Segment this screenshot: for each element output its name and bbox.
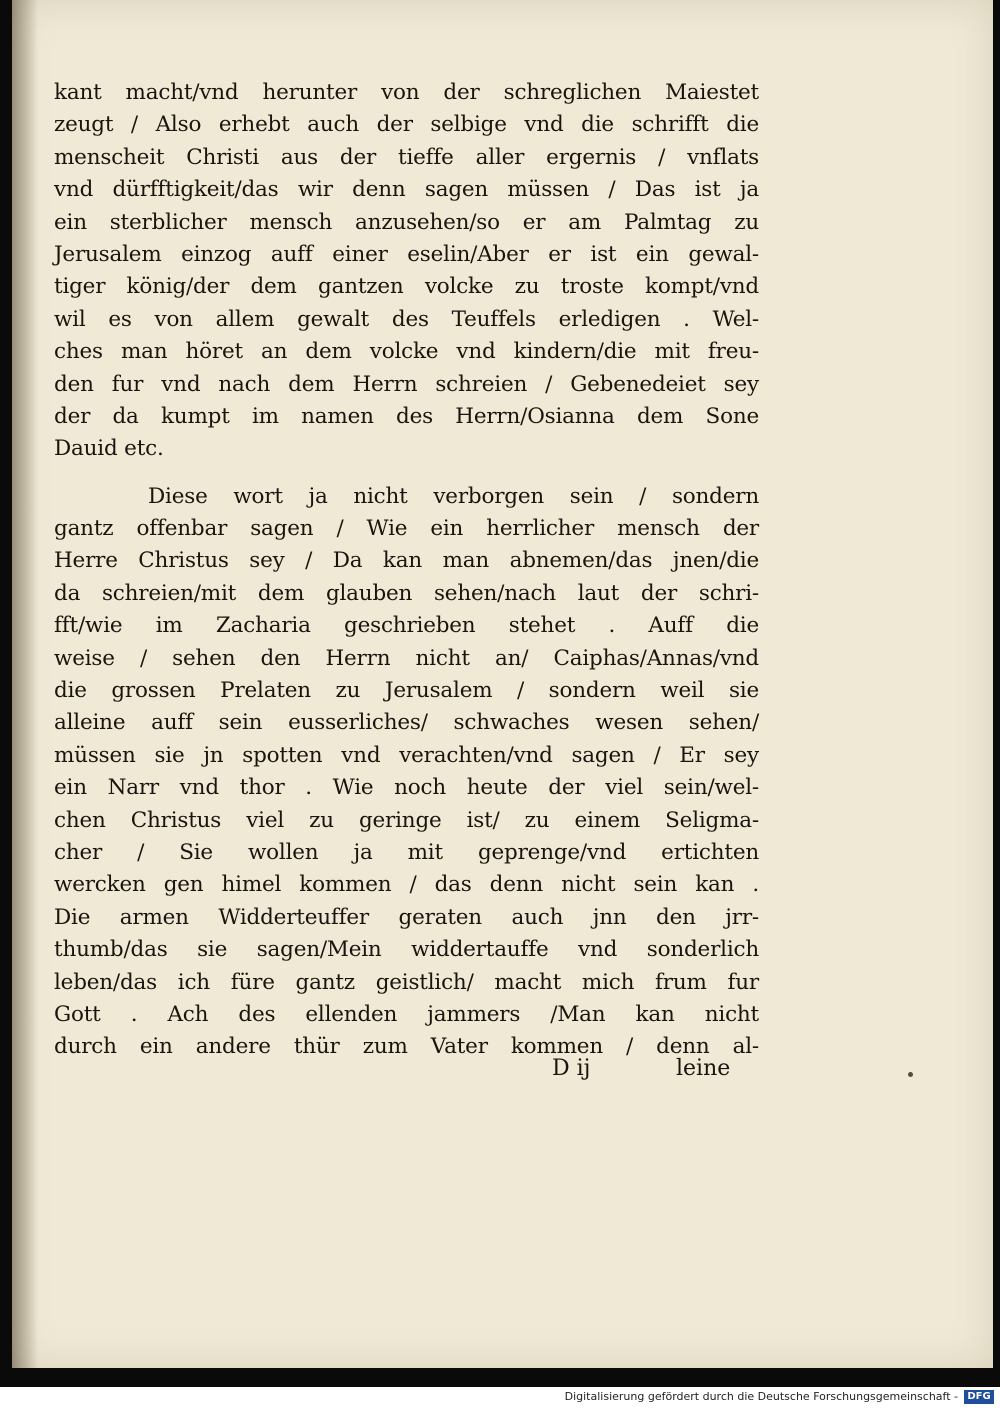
text-line: kant macht/vnd herunter von der schreglichen Maiestet — [54, 80, 759, 105]
paragraph-1 — [54, 77, 759, 466]
digitization-footer — [0, 1387, 1000, 1408]
text-line: thumb/das sie sagen/Mein widdertauffe vnd sonderlich — [54, 937, 759, 963]
text-line: leben/das ich füre gantz geistlich/ macht mich frum fur — [54, 969, 759, 995]
text-line: Gott . Ach des ellenden jammers /Man kan nicht — [54, 1001, 759, 1027]
text-line: ein sterblicher mensch anzusehen/so er am Palmtag zu — [54, 209, 759, 235]
text-line: durch ein andere thür zum Vater kommen / denn al- — [54, 1034, 759, 1060]
text-line: chen Christus viel zu geringe ist/ zu einem Seligma- — [54, 807, 759, 833]
book-page — [12, 0, 993, 1368]
text-line: Jerusalem einzog auff einer eselin/Aber er ist ein gewal- — [54, 241, 759, 267]
catchword: leine — [676, 1056, 731, 1081]
text-line: ein Narr vnd thor . Wie noch heute der viel sein/wel- — [54, 775, 759, 801]
text-line: weise / sehen den Herrn nicht an/ Caiphas/Annas/vnd — [54, 645, 759, 671]
signature-mark: D ij — [552, 1056, 591, 1081]
text-line: vnd dürfftigkeit/das wir denn sagen müssen / Das ist ja — [54, 177, 759, 203]
binding-shadow — [12, 0, 38, 1368]
text-line: Dauid etc. — [54, 436, 164, 462]
text-line: Herre Christus sey / Da kan man abnemen/das jnen/die — [54, 548, 759, 574]
body-text — [54, 77, 759, 1064]
text-line: müssen sie jn spotten vnd verachten/vnd sagen / Er sey — [54, 742, 759, 768]
text-line: fft/wie im Zacharia geschrieben stehet . Auff die — [54, 613, 759, 639]
funding-credit: Digitalisierung gefördert durch die Deutsche Forschungsgemeinschaft - — [564, 1390, 958, 1403]
paragraph-2 — [54, 481, 759, 1064]
text-line: die grossen Prelaten zu Jerusalem / sondern weil sie — [54, 678, 759, 704]
text-line: Die armen Widderteuffer geraten auch jnn den jrr- — [54, 904, 759, 930]
text-line: der da kumpt im namen des Herrn/Osianna dem Sone — [54, 403, 759, 429]
text-line: wil es von allem gewalt des Teuffels erledigen . Wel- — [54, 306, 759, 332]
text-line: den fur vnd nach dem Herrn schreien / Gebenedeiet sey — [54, 371, 759, 397]
text-line: cher / Sie wollen ja mit geprenge/vnd ertichten — [54, 839, 759, 865]
text-line: gantz offenbar sagen / Wie ein herrlicher mensch der — [54, 516, 759, 542]
text-line: tiger könig/der dem gantzen volcke zu troste kompt/vnd — [54, 274, 759, 300]
text-line: Diese wort ja nicht verborgen sein / sondern — [148, 483, 759, 509]
text-line: wercken gen himel kommen / das denn nicht sein kan . — [54, 872, 759, 898]
text-line: menscheit Christi aus der tieffe aller ergernis / vnflats — [54, 144, 759, 170]
text-line: da schreien/mit dem glauben sehen/nach laut der schri- — [54, 580, 759, 606]
text-line: alleine auff sein eusserliches/ schwaches wesen sehen/ — [54, 710, 759, 736]
text-line: ches man höret an dem volcke vnd kindern/die mit freu- — [54, 339, 759, 365]
text-line: zeugt / Also erhebt auch der selbige vnd die schrifft die — [54, 112, 759, 138]
dfg-logo: DFG — [964, 1390, 994, 1404]
paragraph-gap — [54, 466, 759, 481]
margin-mark — [908, 1072, 913, 1077]
